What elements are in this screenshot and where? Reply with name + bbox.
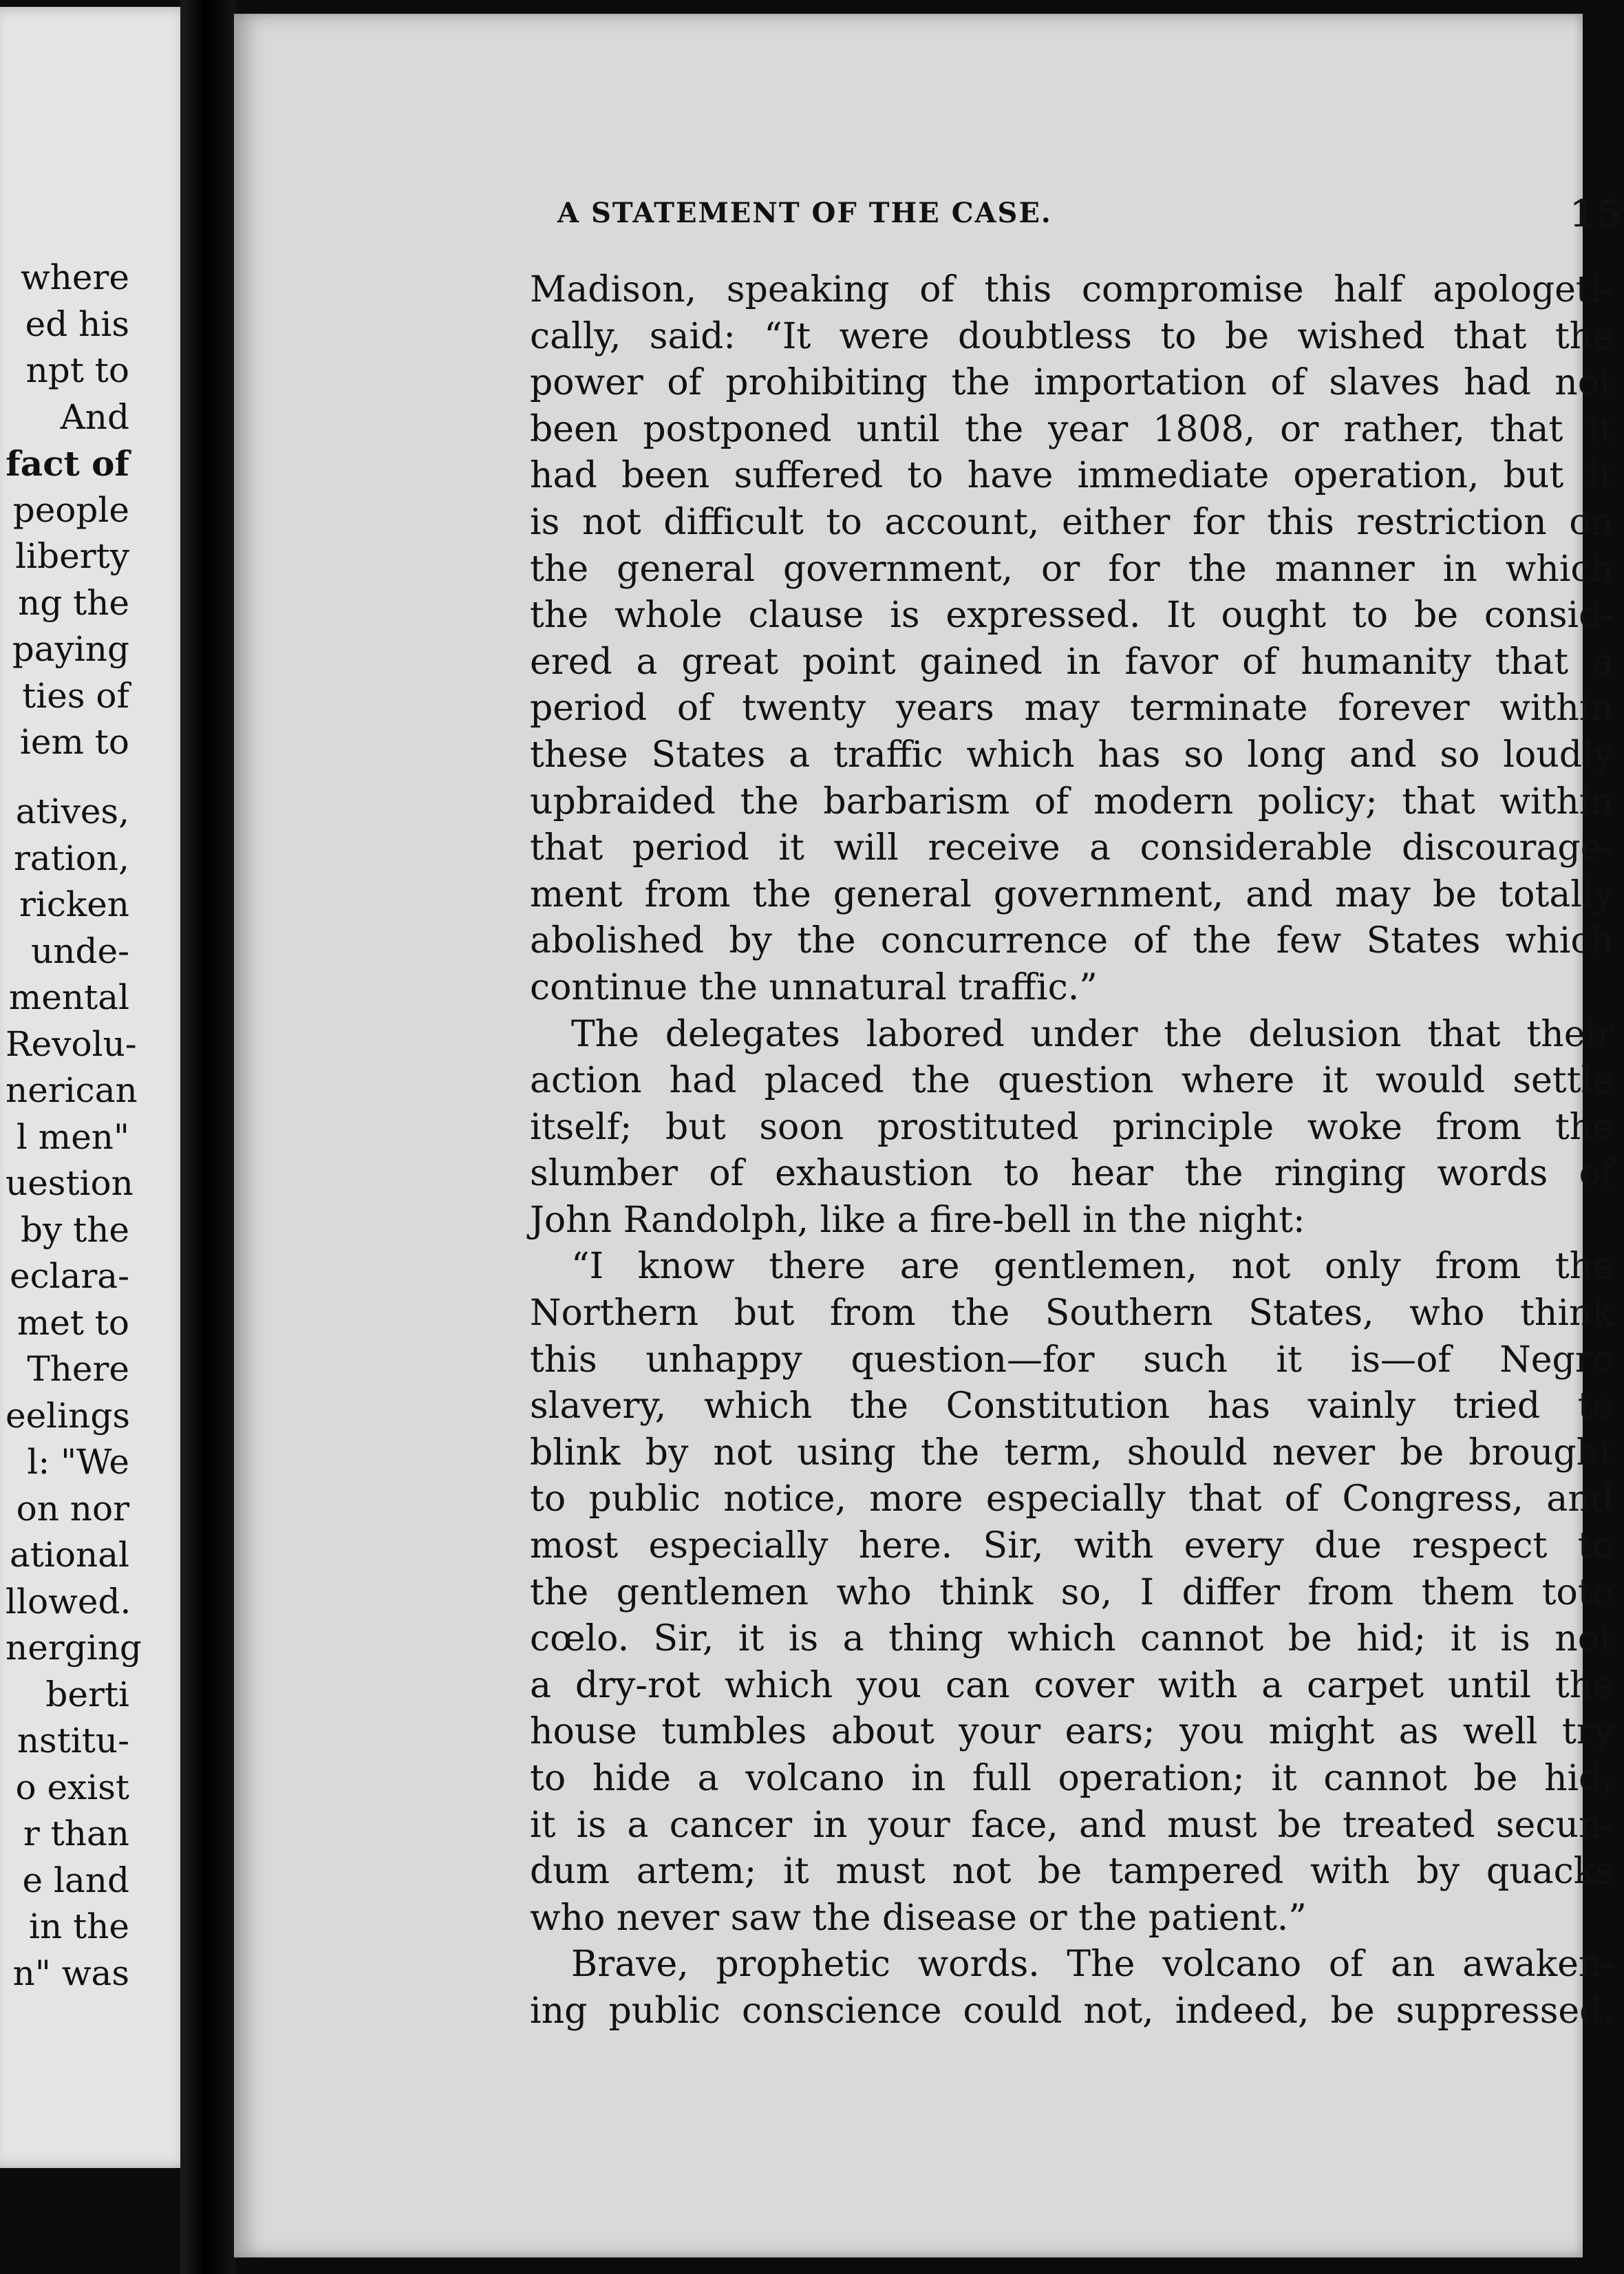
left-line: eelings xyxy=(6,1395,131,1436)
text-line: had been suffered to have immediate operation, but it xyxy=(530,455,1614,497)
text-line: been postponed until the year 1808, or rather, that it xyxy=(530,408,1614,450)
left-line: fact of xyxy=(6,443,129,484)
text-line: that period it will receive a considerable discourage- xyxy=(530,827,1614,869)
text-line: it is a cancer in your face, and must be treated secun- xyxy=(530,1804,1614,1846)
text-line: is not difficult to account, either for this restriction on xyxy=(530,501,1614,543)
left-line: nstitu- xyxy=(17,1721,129,1761)
text-line: slavery, which the Constitution has vainly tried to xyxy=(530,1385,1614,1427)
text-line: Northern but from the Southern States, who think xyxy=(530,1293,1614,1335)
text-line: house tumbles about your ears; you might as well try xyxy=(530,1711,1614,1753)
text-line: upbraided the barbarism of modern policy; that within xyxy=(530,780,1614,822)
left-line: eclara- xyxy=(10,1256,129,1296)
text-line: these States a traffic which has so long and so loudly xyxy=(530,734,1614,776)
left-line: liberty xyxy=(15,536,129,576)
left-line: ational xyxy=(10,1535,129,1575)
left-line: ng the xyxy=(18,582,129,623)
left-line: l men" xyxy=(16,1116,129,1157)
text-line: itself; but soon prostituted principle woke from the xyxy=(530,1106,1614,1148)
text-line: John Randolph, like a fire-bell in the night: xyxy=(530,1199,1305,1241)
left-line: paying xyxy=(12,629,129,669)
body-text xyxy=(530,267,1614,2035)
left-line: nerican xyxy=(6,1070,138,1110)
left-line: And xyxy=(60,396,129,437)
left-line: on nor xyxy=(16,1488,129,1529)
text-line: this unhappy question—for such it is—of Negro xyxy=(530,1339,1614,1381)
text-line: cally, said: “It were doubtless to be wished that the xyxy=(530,315,1614,357)
text-line: most especially here. Sir, with every due respect to xyxy=(530,1525,1614,1567)
left-line: ed his xyxy=(25,304,129,344)
left-line: r than xyxy=(23,1814,129,1853)
left-line: e land xyxy=(22,1860,129,1900)
text-line: action had placed the question where it would settle xyxy=(530,1060,1614,1102)
text-line: The delegates labored under the delusion that their xyxy=(571,1013,1614,1055)
left-page-fragment xyxy=(0,7,193,2168)
text-line: continue the unnatural traffic.” xyxy=(530,966,1098,1008)
text-line: the whole clause is expressed. It ought to be consid- xyxy=(530,595,1614,637)
text-line: who never saw the disease or the patient.” xyxy=(530,1897,1307,1939)
left-line: llowed. xyxy=(6,1581,131,1622)
text-line: dum artem; it must not be tampered with by quacks xyxy=(530,1851,1614,1893)
text-line: ment from the general government, and may be totally xyxy=(530,873,1614,915)
left-line: berti xyxy=(45,1674,129,1714)
left-line: unde- xyxy=(31,931,129,971)
left-line: atives, xyxy=(15,791,129,831)
left-line: ties of xyxy=(22,675,129,716)
left-line: ricken xyxy=(19,884,129,924)
book-gutter-shadow xyxy=(180,0,235,2274)
page-number: 15 xyxy=(1569,191,1624,235)
left-line: npt to xyxy=(25,350,129,390)
text-line: to public notice, more especially that of Congress, and xyxy=(530,1478,1614,1520)
left-line: uestion xyxy=(6,1163,133,1203)
left-line: nerging xyxy=(6,1628,142,1668)
running-title: A STATEMENT OF THE CASE. xyxy=(557,197,1052,229)
text-line: ing public conscience could not, indeed, be suppressed. xyxy=(530,1990,1614,2032)
left-line: met to xyxy=(17,1302,129,1343)
text-line: Brave, prophetic words. The volcano of an awaken- xyxy=(571,1944,1614,1986)
text-line: slumber of exhaustion to hear the ringing words of xyxy=(530,1153,1614,1195)
left-line: Revolu- xyxy=(6,1023,137,1064)
text-line: cœlo. Sir, it is a thing which cannot be hid; it is not xyxy=(530,1618,1614,1660)
left-line: ration, xyxy=(14,838,129,878)
running-head xyxy=(557,189,1624,237)
text-line: a dry-rot which you can cover with a carpet until the xyxy=(530,1664,1614,1706)
left-line: There xyxy=(27,1349,129,1389)
text-line: abolished by the concurrence of the few States which xyxy=(530,920,1614,962)
left-line: where xyxy=(20,257,129,297)
left-line: by the xyxy=(20,1209,129,1250)
right-page xyxy=(234,14,1624,2257)
left-line: iem to xyxy=(19,722,129,762)
left-line: o exist xyxy=(15,1767,129,1807)
text-line: the general government, or for the manner in which xyxy=(530,548,1614,590)
left-line: people xyxy=(12,489,129,530)
text-line: ered a great point gained in favor of humanity that a xyxy=(530,641,1614,683)
left-line: n" was xyxy=(12,1953,129,1993)
text-line: Madison, speaking of this compromise half apologeti- xyxy=(530,269,1614,310)
text-line: period of twenty years may terminate forever within xyxy=(530,688,1614,730)
left-line: in the xyxy=(29,1906,129,1946)
text-line: “I know there are gentlemen, not only from the xyxy=(571,1246,1614,1288)
left-line: mental xyxy=(8,977,129,1017)
text-line: blink by not using the term, should never be brought xyxy=(530,1432,1614,1474)
text-line: the gentlemen who think so, I differ from them toto xyxy=(530,1571,1614,1613)
left-line: l: "We xyxy=(27,1442,129,1482)
text-line: to hide a volcano in full operation; it cannot be hid; xyxy=(530,1758,1614,1799)
left-page-lines xyxy=(6,255,142,1997)
text-line: power of prohibiting the importation of slaves had not xyxy=(530,362,1614,404)
